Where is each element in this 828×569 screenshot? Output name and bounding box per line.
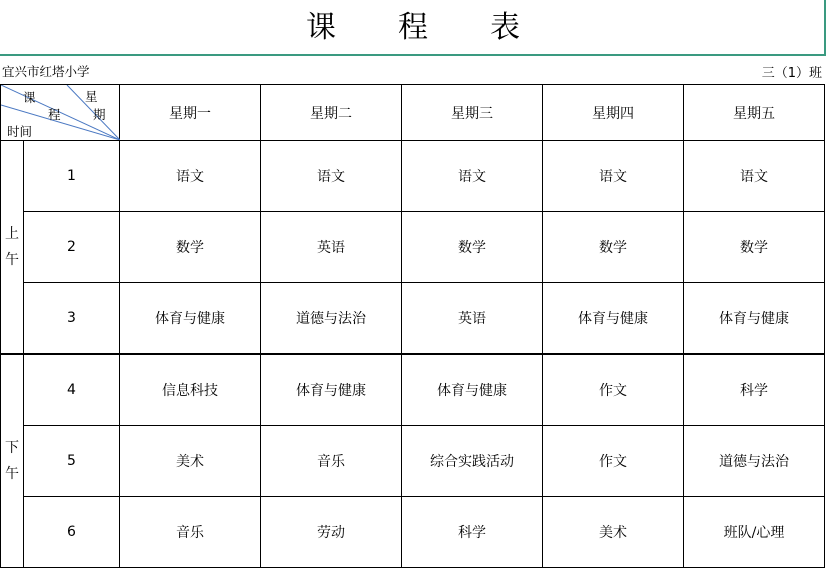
course-cell: 数学: [120, 212, 261, 283]
course-cell: 体育与健康: [402, 354, 543, 426]
course-cell: 英语: [402, 283, 543, 355]
period-row-6: [1, 497, 825, 568]
period-row-3: [1, 283, 825, 355]
course-cell: 语文: [120, 141, 261, 212]
period-number: 2: [24, 212, 120, 283]
course-cell: 音乐: [261, 426, 402, 497]
period-row-4: [1, 354, 825, 426]
class-name: 三（1）班: [761, 66, 822, 81]
course-cell: 班队/心理: [684, 497, 825, 568]
course-cell: 语文: [402, 141, 543, 212]
course-cell: 美术: [120, 426, 261, 497]
course-cell: 作文: [543, 426, 684, 497]
schedule-table: [0, 84, 825, 568]
course-cell: 美术: [543, 497, 684, 568]
half-label-afternoon-text: 下午: [5, 440, 19, 482]
course-cell: 综合实践活动: [402, 426, 543, 497]
course-cell: 音乐: [120, 497, 261, 568]
course-cell: 数学: [543, 212, 684, 283]
course-cell: 语文: [543, 141, 684, 212]
day-header-thu: 星期四: [543, 85, 684, 141]
corner-time-label: 时间: [7, 124, 33, 139]
course-cell: 科学: [402, 497, 543, 568]
period-number: 1: [24, 141, 120, 212]
corner-course-char-1: 课: [23, 90, 36, 105]
corner-weekday-char-2: 期: [93, 107, 106, 122]
course-cell: 数学: [684, 212, 825, 283]
school-name: 宜兴市红塔小学: [2, 64, 90, 79]
half-label-morning: [1, 141, 24, 355]
course-cell: 体育与健康: [261, 354, 402, 426]
period-row-1: [1, 141, 825, 212]
period-number: 5: [24, 426, 120, 497]
course-cell: 信息科技: [120, 354, 261, 426]
header-row: [1, 85, 825, 141]
period-number: 6: [24, 497, 120, 568]
half-label-afternoon: [1, 354, 24, 568]
course-cell: 体育与健康: [684, 283, 825, 355]
corner-course-char-2: 程: [48, 107, 61, 122]
course-cell: 劳动: [261, 497, 402, 568]
day-header-fri: 星期五: [684, 85, 825, 141]
day-header-wed: 星期三: [402, 85, 543, 141]
course-cell: 数学: [402, 212, 543, 283]
day-header-tue: 星期二: [261, 85, 402, 141]
course-cell: 道德与法治: [261, 283, 402, 355]
course-cell: 科学: [684, 354, 825, 426]
page-title: 课程表: [306, 10, 582, 45]
course-cell: 体育与健康: [120, 283, 261, 355]
period-number: 4: [24, 354, 120, 426]
course-cell: 语文: [684, 141, 825, 212]
period-number: 3: [24, 283, 120, 355]
period-row-2: [1, 212, 825, 283]
course-cell: 道德与法治: [684, 426, 825, 497]
period-row-5: [1, 426, 825, 497]
corner-weekday-char-1: 星: [85, 89, 98, 104]
corner-cell: [1, 85, 120, 141]
course-cell: 作文: [543, 354, 684, 426]
half-label-morning-text: 上午: [5, 226, 19, 268]
course-cell: 体育与健康: [543, 283, 684, 355]
course-cell: 语文: [261, 141, 402, 212]
course-cell: 英语: [261, 212, 402, 283]
day-header-mon: 星期一: [120, 85, 261, 141]
